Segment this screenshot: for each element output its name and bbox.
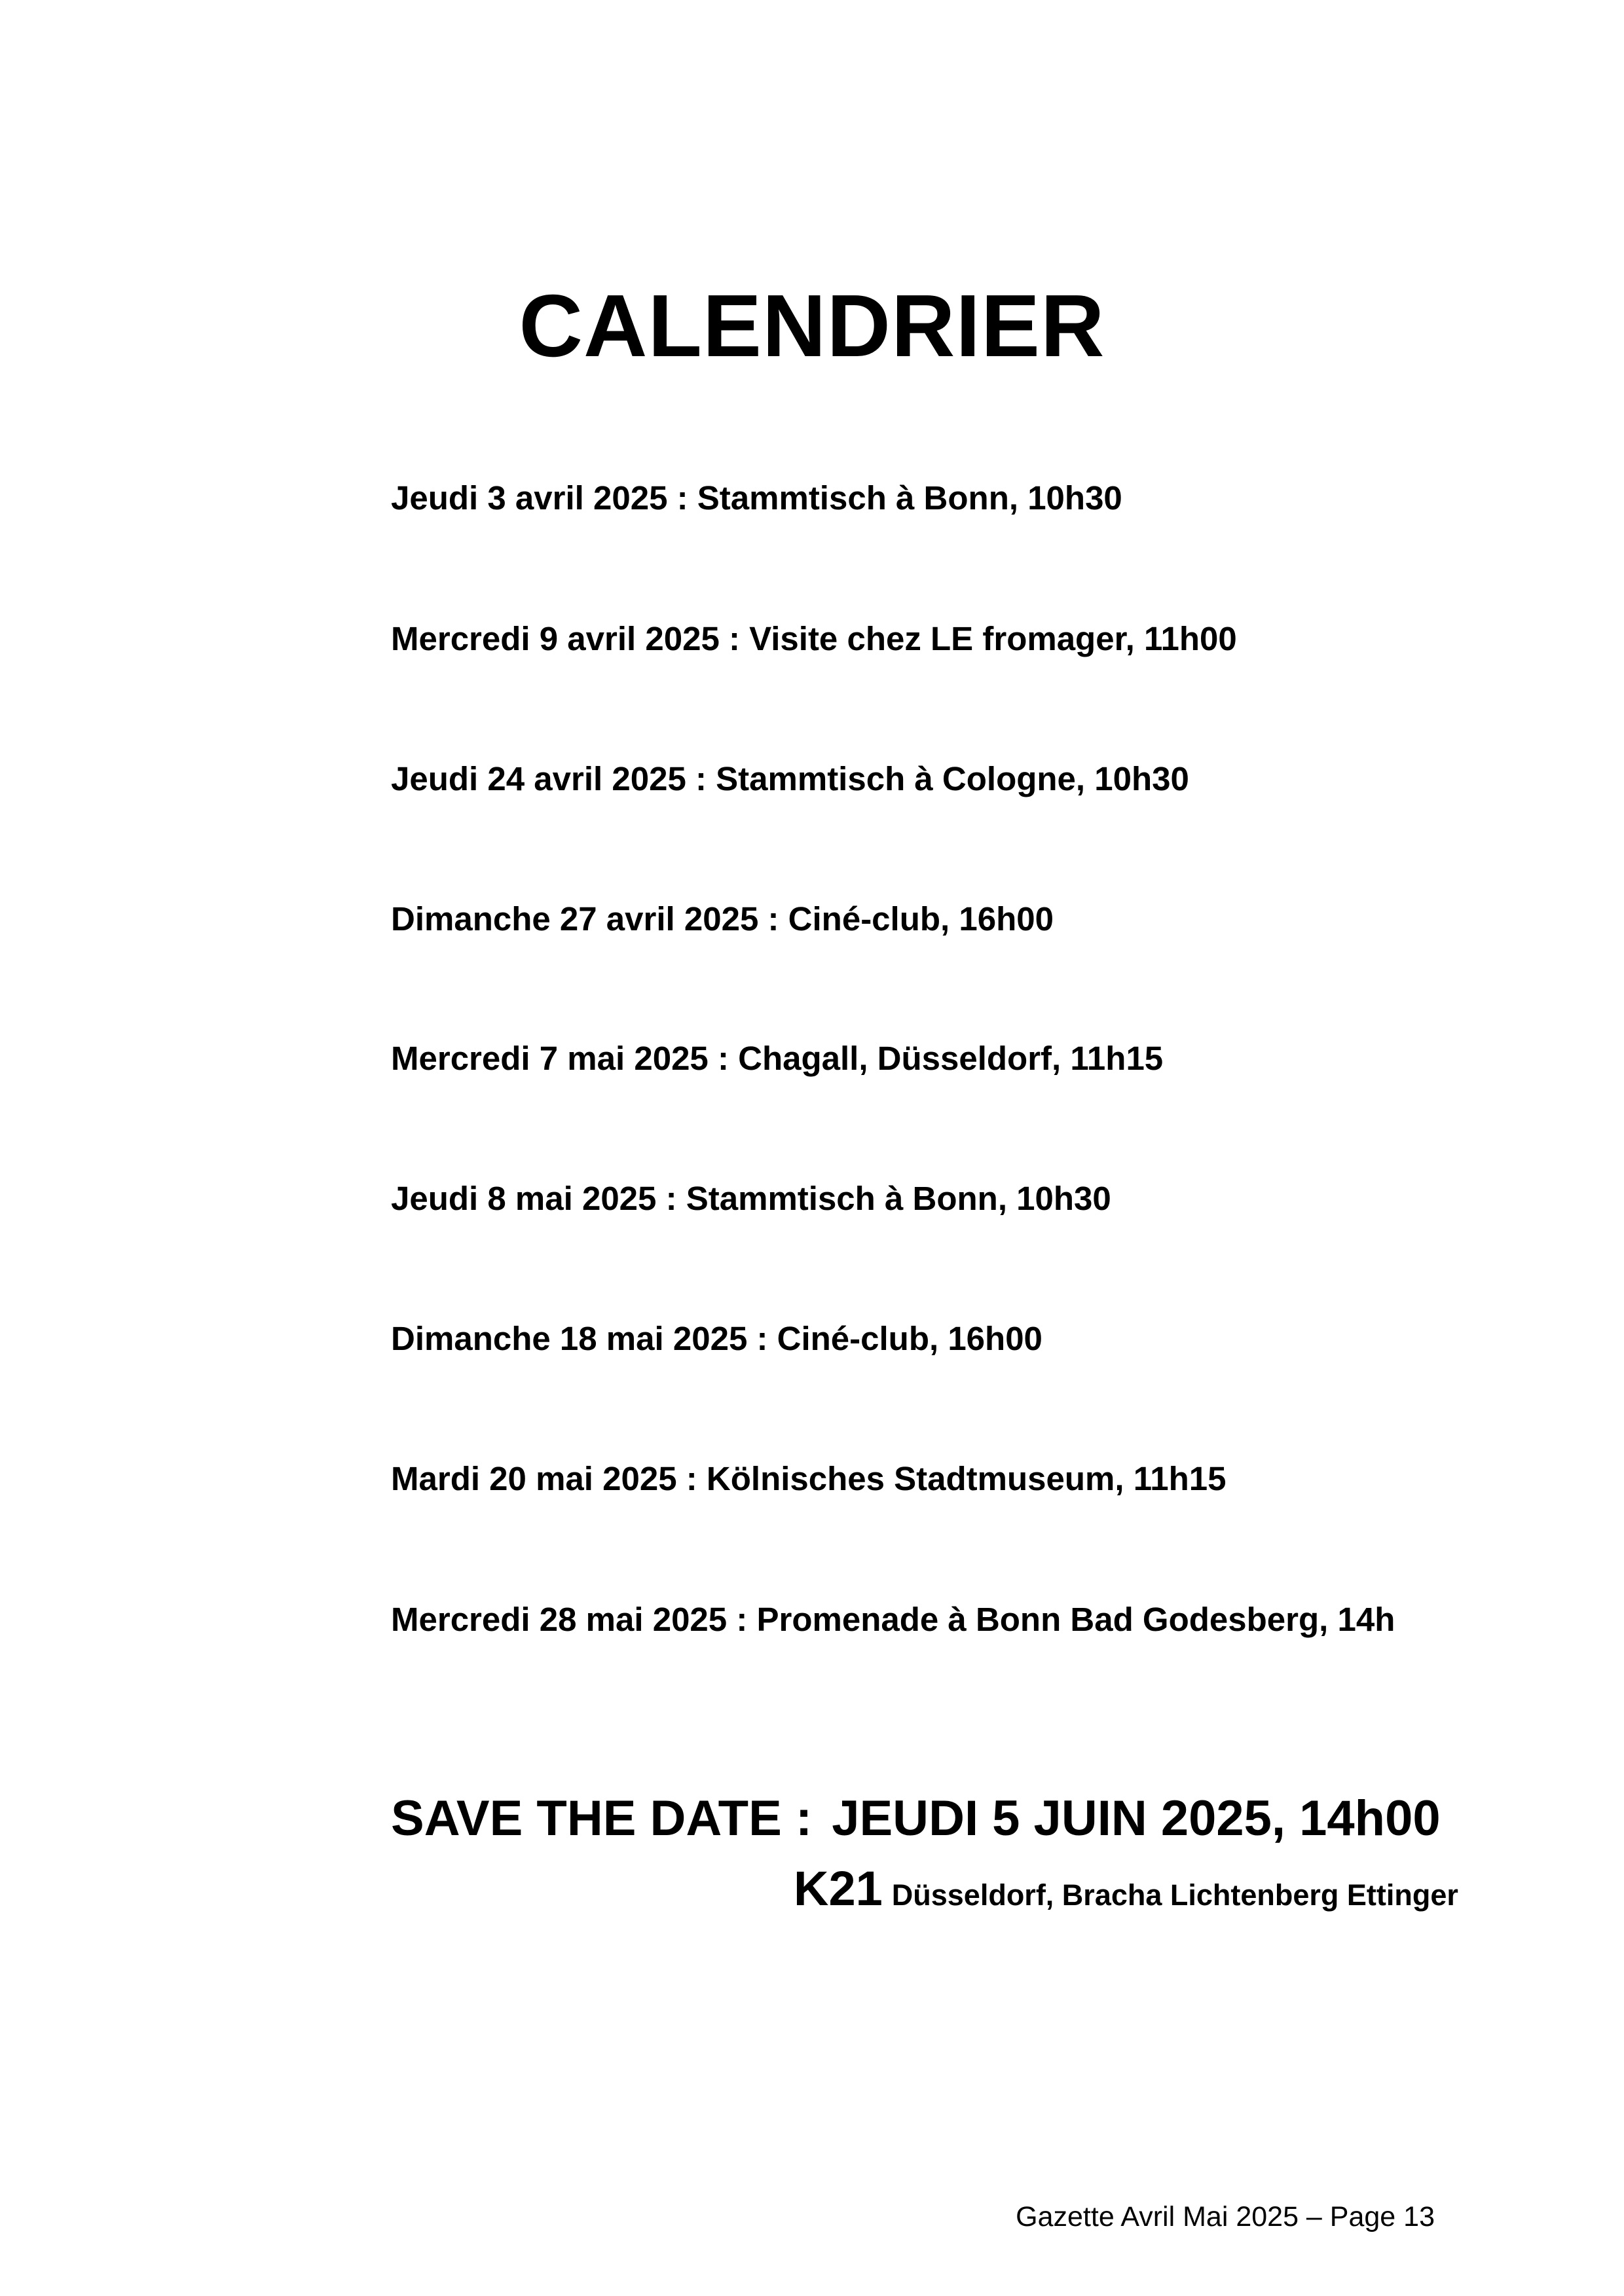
- event-item: Mercredi 28 mai 2025 : Promenade à Bonn Bad Godesberg, 14h: [391, 1601, 1395, 1638]
- page-footer: Gazette Avril Mai 2025 – Page 13: [1016, 2201, 1435, 2232]
- event-item: Dimanche 18 mai 2025 : Ciné-club, 16h00: [391, 1320, 1043, 1357]
- event-item: Dimanche 27 avril 2025 : Ciné-club, 16h00: [391, 900, 1054, 938]
- save-the-date-heading: [391, 1791, 1441, 1846]
- save-the-date-details: Düsseldorf, Bracha Lichtenberg Ettinger: [891, 1878, 1458, 1912]
- page-title: CALENDRIER: [519, 276, 1105, 376]
- save-the-date-venue-line: [794, 1861, 1458, 1916]
- event-item: Mercredi 7 mai 2025 : Chagall, Düsseldorf, 11h15: [391, 1040, 1164, 1077]
- event-item: Jeudi 3 avril 2025 : Stammtisch à Bonn, 10h30: [391, 479, 1122, 517]
- save-the-date-label: SAVE THE DATE :: [391, 1791, 813, 1846]
- save-the-date-venue: K21: [794, 1861, 883, 1916]
- save-the-date-date: JEUDI 5 JUIN 2025, 14h00: [832, 1791, 1441, 1846]
- event-item: Mardi 20 mai 2025 : Kölnisches Stadtmuseum, 11h15: [391, 1460, 1227, 1497]
- event-item: Mercredi 9 avril 2025 : Visite chez LE fromager, 11h00: [391, 620, 1237, 657]
- event-item: Jeudi 24 avril 2025 : Stammtisch à Cologne, 10h30: [391, 760, 1189, 797]
- event-item: Jeudi 8 mai 2025 : Stammtisch à Bonn, 10h30: [391, 1180, 1111, 1217]
